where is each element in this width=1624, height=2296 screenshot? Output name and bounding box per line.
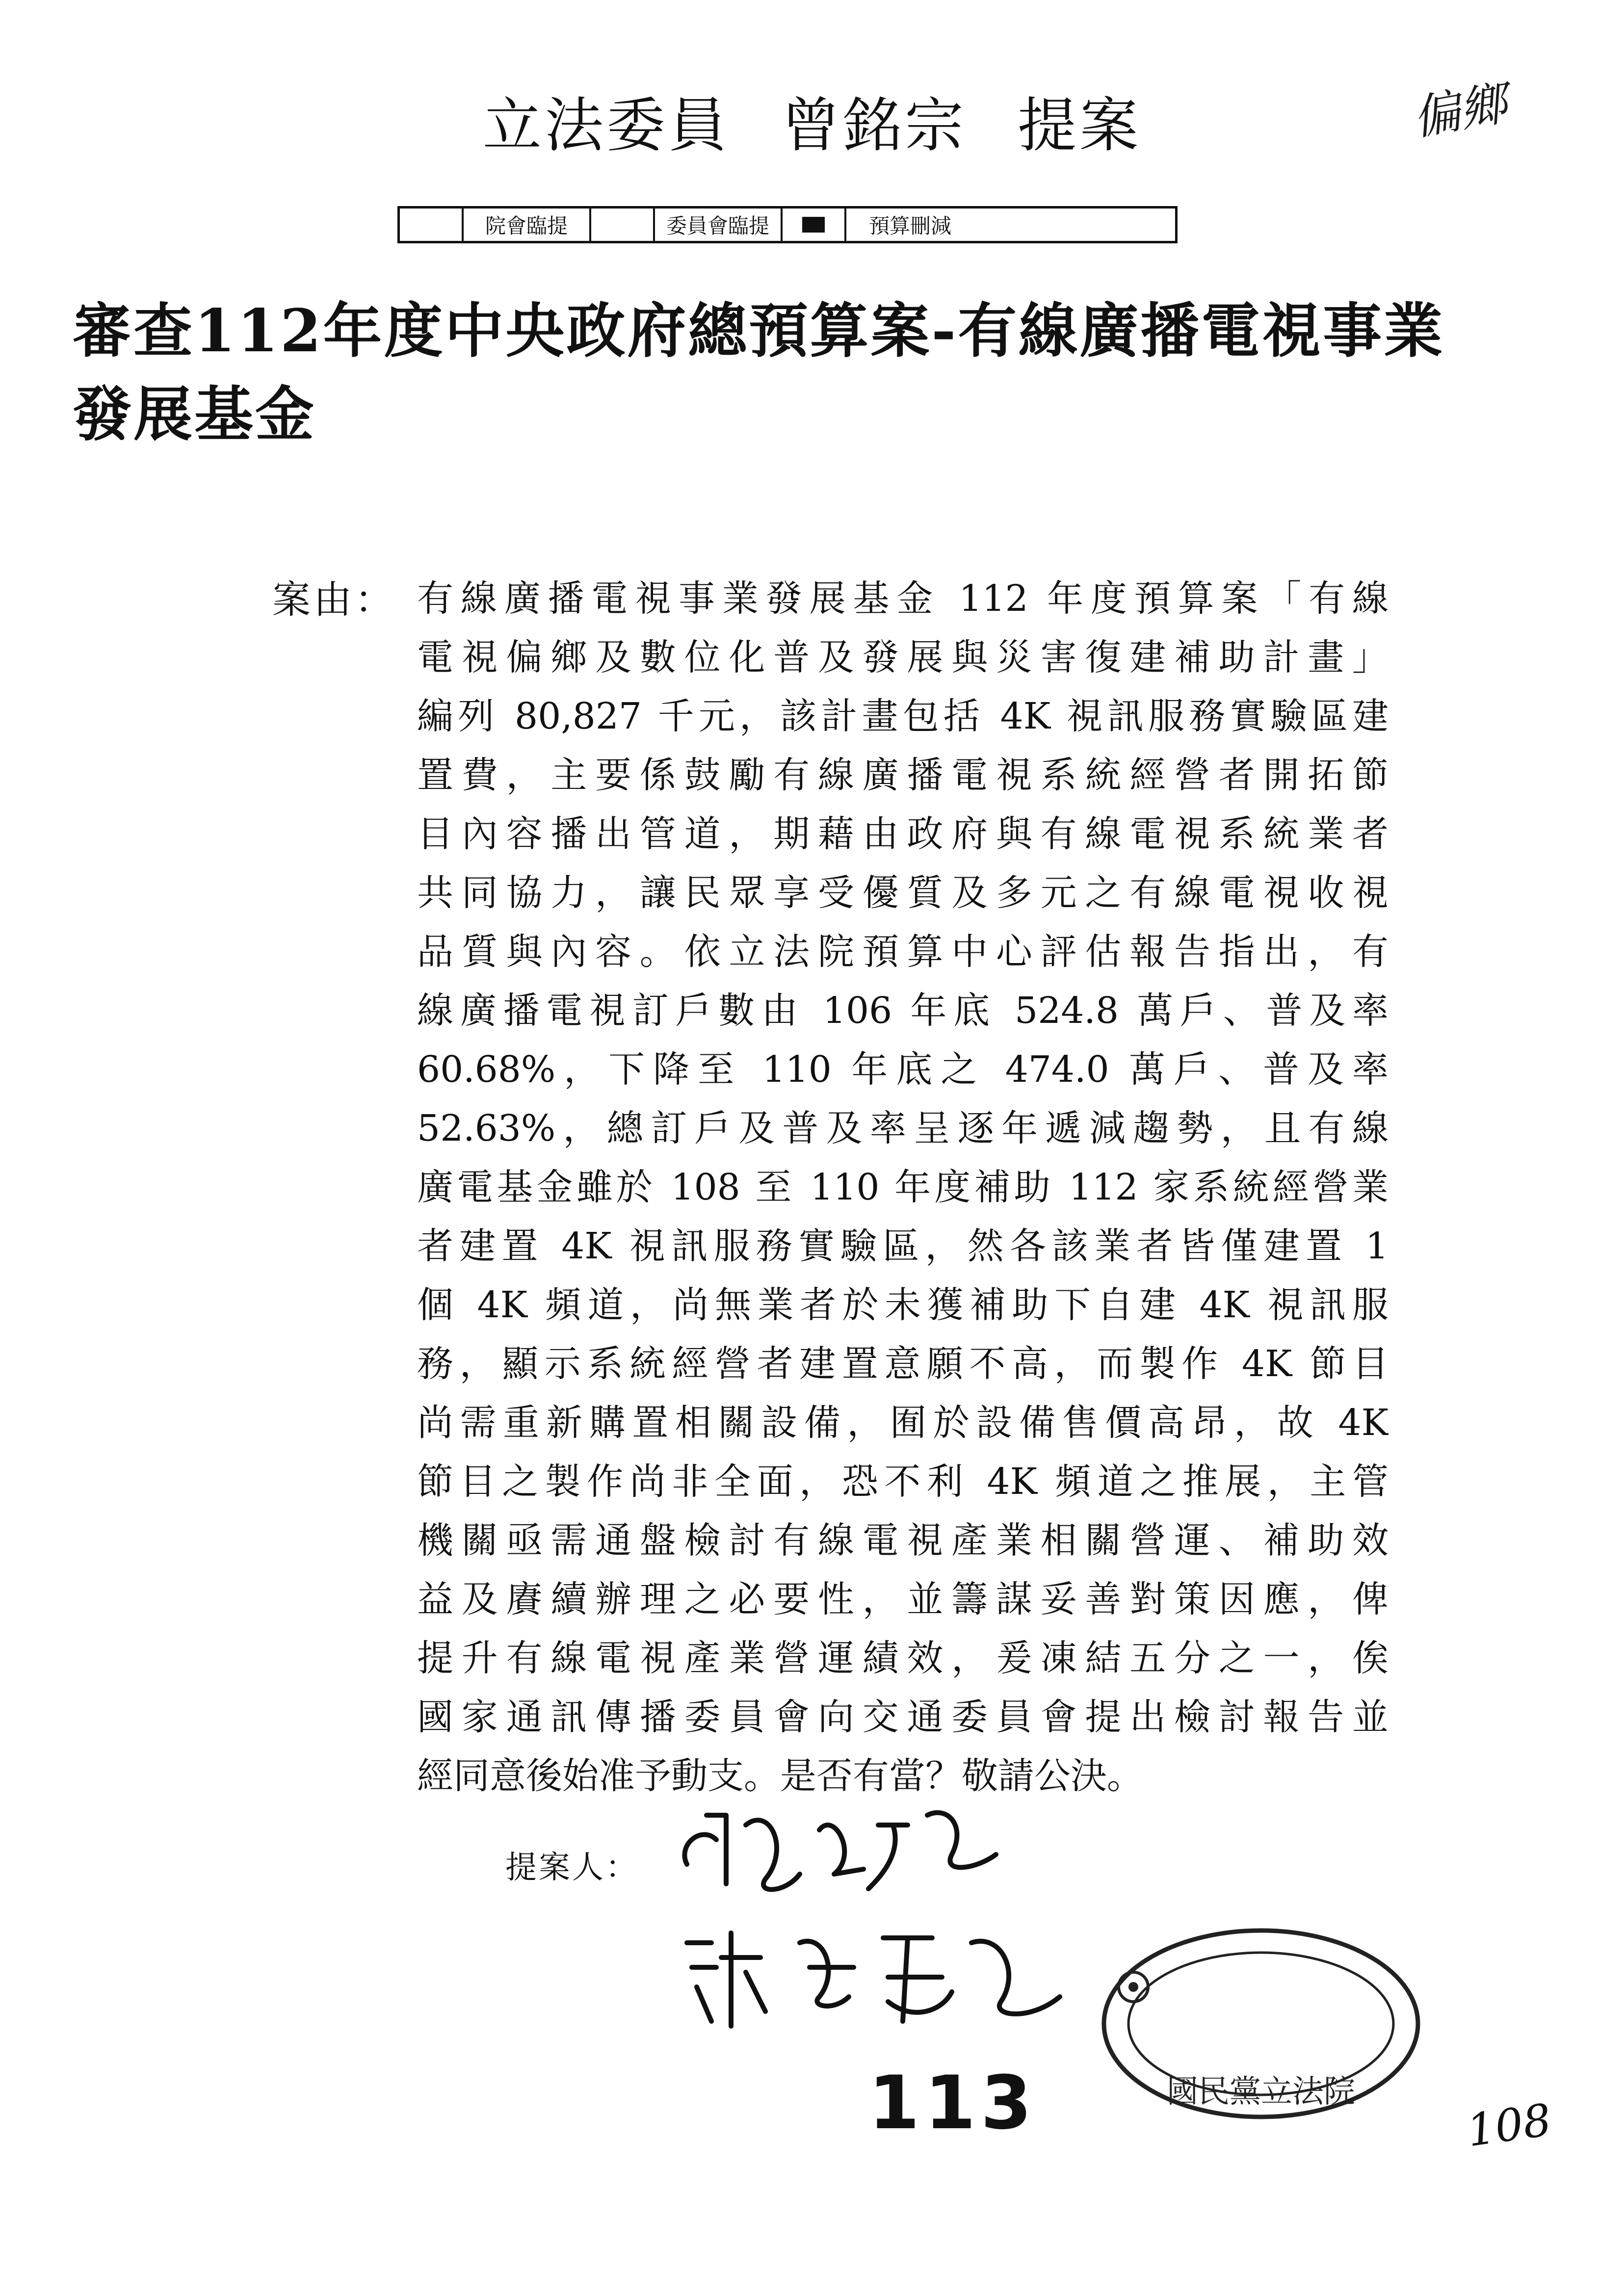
label-floor-motion: 院會臨提 bbox=[464, 209, 591, 241]
reason-line: 有線廣播電視事業發展基金 112 年度預算案「有線 bbox=[417, 577, 1388, 620]
legislator-name: 曾銘宗 bbox=[781, 92, 967, 160]
proposal-type-box bbox=[397, 206, 1178, 243]
reason-line: 尚需重新購置相關設備，囿於設備售價高昂，故 4K bbox=[417, 1402, 1388, 1444]
reason-label: 案由： bbox=[272, 578, 396, 622]
party-caucus-stamp bbox=[1094, 1918, 1428, 2129]
proposer-label: 提案人： bbox=[505, 1850, 639, 1886]
reason-line: 線廣播電視訂戶數由 106 年底 524.8 萬戶、普及率 bbox=[417, 990, 1388, 1032]
reason-line: 廣電基金雖於 108 至 110 年度補助 112 家系統經營業 bbox=[417, 1166, 1388, 1208]
reason-line: 機關亟需通盤檢討有線電視產業相關營運、補助效 bbox=[417, 1519, 1388, 1562]
reason-line: 個 4K 頻道，尚無業者於未獲補助下自建 4K 視訊服 bbox=[417, 1284, 1388, 1326]
reason-line: 共同協力，讓民眾享受優質及多元之有線電視收視 bbox=[417, 872, 1388, 914]
reason-line: 者建置 4K 視訊服務實驗區，然各該業者皆僅建置 1 bbox=[417, 1225, 1388, 1267]
label-budget-cut: 預算刪減 bbox=[868, 214, 951, 238]
reason-line: 務，顯示系統經營者建置意願不高，而製作 4K 節目 bbox=[417, 1343, 1388, 1385]
proposal-action: 提案 bbox=[1018, 92, 1142, 160]
reason-line: 益及賡續辦理之必要性，並籌謀妥善對策因應，俾 bbox=[417, 1578, 1388, 1620]
title-line: 發展基金 bbox=[73, 380, 316, 449]
reason-body bbox=[417, 569, 1388, 1805]
document-title bbox=[73, 289, 1545, 457]
checkbox-budget-cut bbox=[783, 209, 846, 241]
handwritten-corner-note: 偏鄉 bbox=[1409, 76, 1511, 146]
reason-line: 52.63%，總訂戶及普及率呈逐年遞減趨勢，且有線 bbox=[417, 1107, 1388, 1149]
legislator-role: 立法委員 bbox=[482, 92, 730, 160]
reason-line: 節目之製作尚非全面，恐不利 4K 頻道之推展，主管 bbox=[417, 1461, 1388, 1503]
signature-cosigner bbox=[677, 1913, 1079, 2041]
checkbox-floor-motion bbox=[400, 209, 464, 241]
handwritten-page-mark: 108 bbox=[1464, 2094, 1555, 2157]
checkbox-committee-motion bbox=[591, 209, 655, 241]
reason-line: 國家通訊傳播委員會向交通委員會提出檢討報告並 bbox=[417, 1696, 1388, 1738]
page-header bbox=[0, 78, 1624, 163]
reason-line: 編列 80,827 千元，該計畫包括 4K 視訊服務實驗區建 bbox=[417, 695, 1388, 737]
reason-line: 電視偏鄉及數位化普及發展與災害復建補助計畫」 bbox=[417, 636, 1388, 678]
reason-line: 品質與內容。依立法院預算中心評估報告指出，有 bbox=[417, 931, 1388, 973]
page-number: 113 bbox=[868, 2061, 1037, 2146]
reason-line: 目內容播出管道，期藉由政府與有線電視系統業者 bbox=[417, 813, 1388, 855]
label-committee-motion: 委員會臨提 bbox=[655, 209, 783, 241]
title-line: 審查112年度中央政府總預算案-有線廣播電視事業 bbox=[73, 296, 1445, 365]
stamp-text: 國民黨立法院 bbox=[1167, 2074, 1355, 2110]
reason-line: 經同意後始准予動支。是否有當？敬請公決。 bbox=[417, 1755, 1143, 1797]
reason-line: 60.68%，下降至 110 年底之 474.0 萬戶、普及率 bbox=[417, 1048, 1388, 1091]
reason-line: 置費，主要係鼓勵有線廣播電視系統經營者開拓節 bbox=[417, 754, 1388, 796]
signature-proposer bbox=[672, 1796, 1016, 1913]
reason-line: 提升有線電視產業營運績效，爰凍結五分之一，俟 bbox=[417, 1637, 1388, 1679]
